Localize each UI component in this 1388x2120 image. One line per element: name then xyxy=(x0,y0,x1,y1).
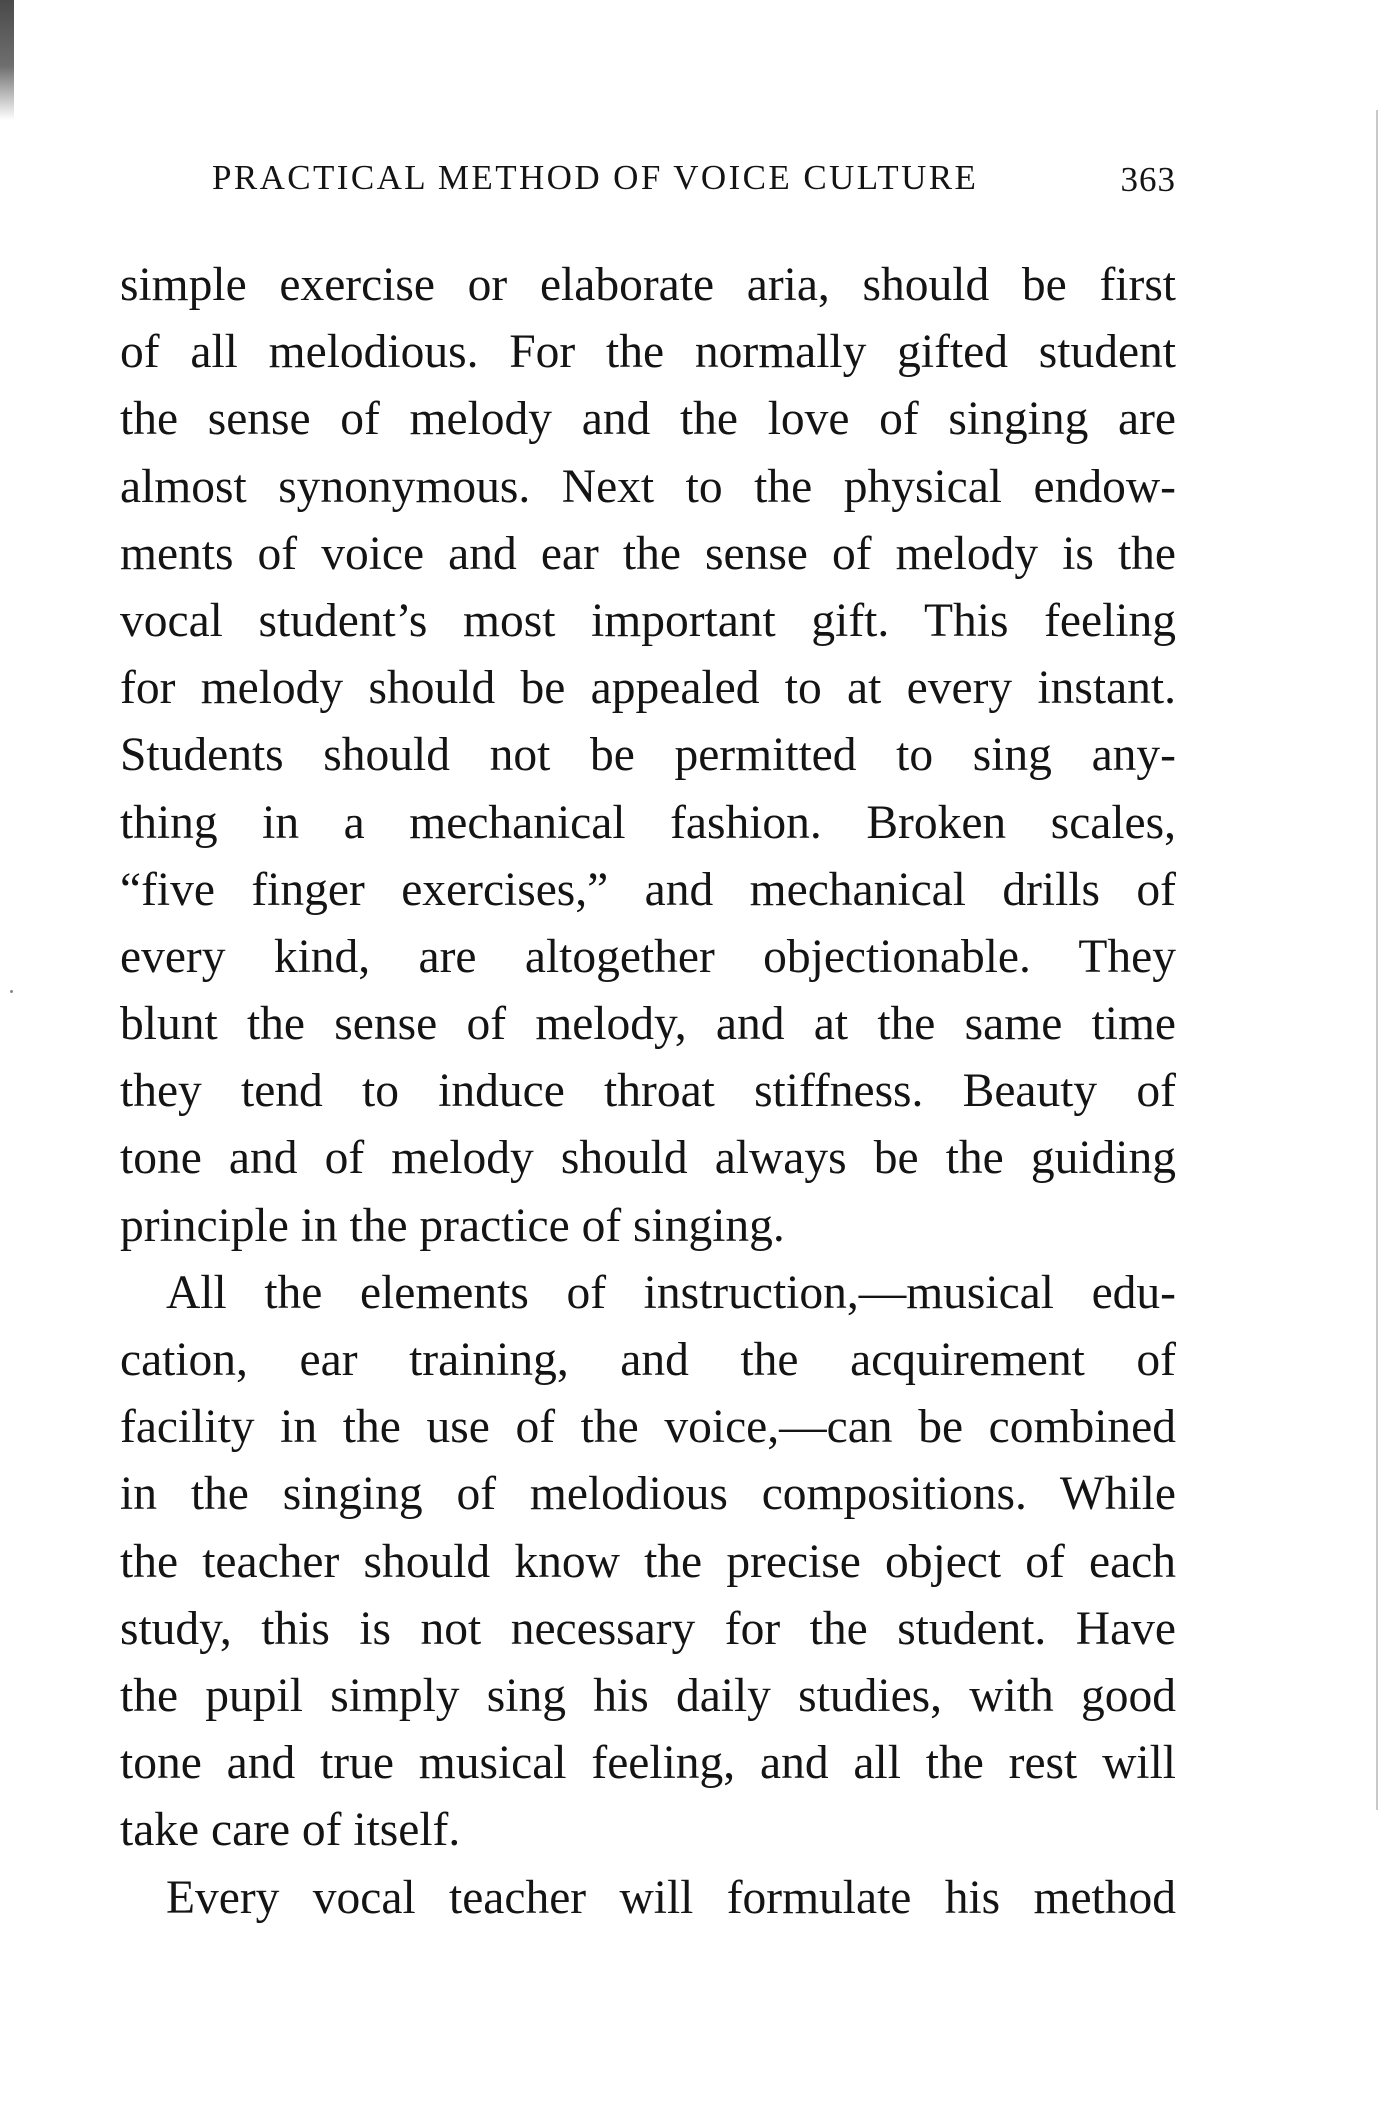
scan-speck xyxy=(10,990,13,993)
text-line: the teacher should know the precise object of each xyxy=(120,1535,1176,1588)
text-line: the pupil simply sing his daily studies, with good xyxy=(120,1669,1176,1722)
page-number: 363 xyxy=(1120,160,1176,199)
text-line: thing in a mechanical fashion. Broken scales, xyxy=(120,796,1176,849)
text-line: almost synonymous. Next to the physical endow- xyxy=(120,460,1176,513)
text-line: in the singing of melodious compositions. While xyxy=(120,1468,1176,1521)
text-line: blunt the sense of melody, and at the same time xyxy=(120,998,1176,1051)
text-line: Students should not be permitted to sing any- xyxy=(120,729,1176,782)
text-line: every kind, are altogether objectionable. They xyxy=(120,930,1176,983)
scan-edge-mark xyxy=(0,0,14,120)
text-line: tone and of melody should always be the guiding xyxy=(120,1132,1176,1185)
paragraph-start-line: Every vocal teacher will formulate his method xyxy=(166,1871,1176,1924)
running-title: PRACTICAL METHOD OF VOICE CULTURE xyxy=(212,158,979,197)
text-line: the sense of melody and the love of singing are xyxy=(120,393,1176,446)
text-line: “five finger exercises,” and mechanical drills of xyxy=(120,863,1176,916)
text-line: facility in the use of the voice,—can be combined xyxy=(120,1401,1176,1454)
paragraph-end-line: take care of itself. xyxy=(120,1804,461,1857)
text-line: tone and true musical feeling, and all the rest will xyxy=(120,1737,1176,1790)
text-line: for melody should be appealed to at every instant. xyxy=(120,662,1176,715)
paragraph-start-line: All the elements of instruction,—musical edu- xyxy=(166,1266,1176,1319)
running-head xyxy=(212,158,1176,214)
text-line: study, this is not necessary for the student. Have xyxy=(120,1602,1176,1655)
text-line: cation, ear training, and the acquirement of xyxy=(120,1334,1176,1386)
text-line: vocal student’s most important gift. This feeling xyxy=(120,594,1176,647)
text-line: ments of voice and ear the sense of melody is the xyxy=(120,527,1176,580)
text-line: of all melodious. For the normally gifted student xyxy=(120,326,1176,379)
page-edge-line xyxy=(1376,110,1378,1810)
body-text xyxy=(120,252,1176,1932)
text-line: they tend to induce throat stiffness. Beauty of xyxy=(120,1065,1176,1118)
text-line: simple exercise or elaborate aria, should be first xyxy=(120,259,1176,311)
paragraph-end-line: principle in the practice of singing. xyxy=(120,1199,785,1252)
